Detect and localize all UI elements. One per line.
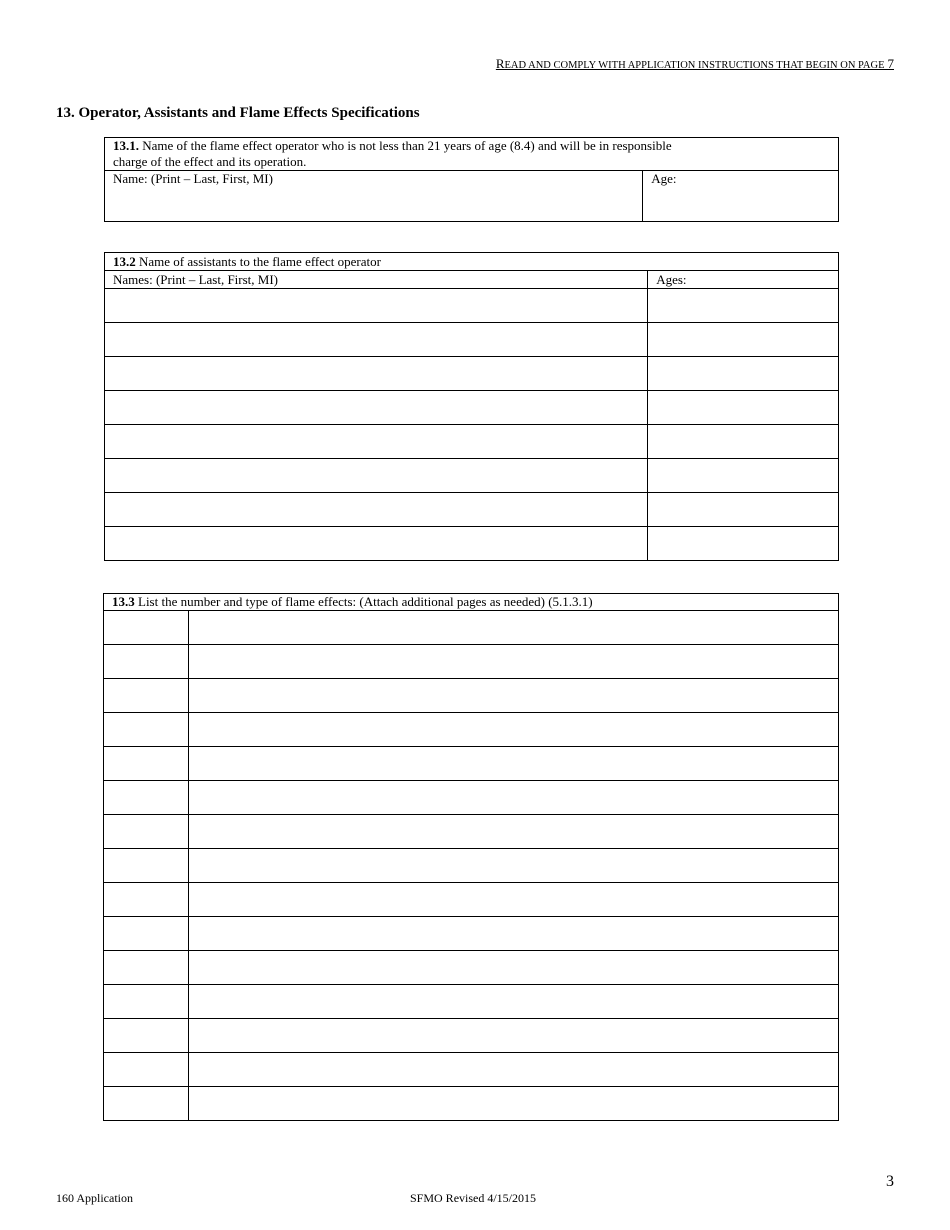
table-row [105,323,839,357]
operator-name-field[interactable] [105,171,643,222]
assistant-name-field[interactable] [105,459,648,493]
assistants-names-header: Names: (Print – Last, First, MI) [105,271,648,289]
effect-type-field[interactable] [188,883,838,917]
table-row [104,1053,839,1087]
effect-type-field[interactable] [188,747,838,781]
effect-number-field[interactable] [104,1019,189,1053]
table-row [104,611,839,645]
effect-number-field[interactable] [104,1053,189,1087]
table-row [104,645,839,679]
assistants-question [105,253,839,271]
effect-type-field[interactable] [188,611,838,645]
effect-type-field[interactable] [188,815,838,849]
effect-type-field[interactable] [188,713,838,747]
table-row [104,917,839,951]
instructions-note [496,56,894,72]
effect-type-field[interactable] [188,781,838,815]
effect-type-field[interactable] [188,645,838,679]
effect-number-field[interactable] [104,849,189,883]
table-row [105,527,839,561]
effect-type-field[interactable] [188,679,838,713]
assistants-ages-header: Ages: [648,271,839,289]
effect-number-field[interactable] [104,985,189,1019]
table-row [105,459,839,493]
table-row [104,849,839,883]
assistant-name-field[interactable] [105,289,648,323]
effect-number-field[interactable] [104,951,189,985]
footer-revision: SFMO Revised 4/15/2015 [410,1191,537,1205]
effect-type-field[interactable] [188,1053,838,1087]
effect-type-field[interactable] [188,1019,838,1053]
effect-number-field[interactable] [104,611,189,645]
operator-name-label: Name: (Print – Last, First, MI) [113,171,273,186]
table-row [104,815,839,849]
flame-effects-question-number: 13.3 [112,594,135,609]
effect-number-field[interactable] [104,883,189,917]
assistant-age-field[interactable] [648,357,839,391]
operator-table [104,137,839,222]
operator-question [105,138,839,171]
instructions-note-text: EAD AND COMPLY WITH APPLICATION INSTRUCTIONS THAT BEGIN ON PAGE [504,60,885,71]
assistants-question-text: Name of assistants to the flame effect operator [139,254,381,269]
table-row [104,713,839,747]
assistant-age-field[interactable] [648,391,839,425]
flame-effects-question-text: List the number and type of flame effects: (Attach additional pages as needed) (5.1.3.1) [138,594,593,609]
instructions-note-page: 7 [887,56,894,71]
effect-number-field[interactable] [104,815,189,849]
footer-form-name: 160 Application [56,1191,133,1205]
table-row [105,493,839,527]
page-number: 3 [886,1173,894,1190]
assistants-question-number: 13.2 [113,254,136,269]
table-row [104,951,839,985]
table-row [105,425,839,459]
table-row [104,883,839,917]
assistant-name-field[interactable] [105,357,648,391]
assistant-age-field[interactable] [648,425,839,459]
effect-type-field[interactable] [188,985,838,1019]
effect-number-field[interactable] [104,679,189,713]
assistant-name-field[interactable] [105,493,648,527]
effect-number-field[interactable] [104,713,189,747]
operator-age-field[interactable] [643,171,839,222]
effect-type-field[interactable] [188,1087,838,1121]
assistant-age-field[interactable] [648,493,839,527]
table-row [105,357,839,391]
flame-effects-table [103,593,839,1121]
effect-number-field[interactable] [104,645,189,679]
effect-type-field[interactable] [188,849,838,883]
effect-number-field[interactable] [104,781,189,815]
assistant-age-field[interactable] [648,289,839,323]
flame-effects-question [104,594,839,611]
effect-number-field[interactable] [104,1087,189,1121]
table-row [105,289,839,323]
assistant-age-field[interactable] [648,459,839,493]
assistant-name-field[interactable] [105,391,648,425]
table-row [104,1087,839,1121]
operator-question-text-2: charge of the effect and its operation. [113,154,307,169]
assistant-name-field[interactable] [105,425,648,459]
assistant-name-field[interactable] [105,323,648,357]
assistant-age-field[interactable] [648,527,839,561]
effect-number-field[interactable] [104,747,189,781]
table-row [105,391,839,425]
effect-number-field[interactable] [104,917,189,951]
table-row [104,985,839,1019]
section-title: 13. Operator, Assistants and Flame Effects Specifications [56,105,420,121]
operator-question-text-1: Name of the flame effect operator who is not less than 21 years of age (8.4) and will be in responsible [142,138,672,153]
table-row [104,781,839,815]
assistant-age-field[interactable] [648,323,839,357]
operator-age-label: Age: [651,171,677,186]
table-row [104,1019,839,1053]
instructions-note-initial: R [495,56,505,71]
table-row [104,747,839,781]
effect-type-field[interactable] [188,951,838,985]
operator-question-number: 13.1. [113,138,139,153]
assistants-table [104,252,839,561]
assistant-name-field[interactable] [105,527,648,561]
table-row [104,679,839,713]
effect-type-field[interactable] [188,917,838,951]
